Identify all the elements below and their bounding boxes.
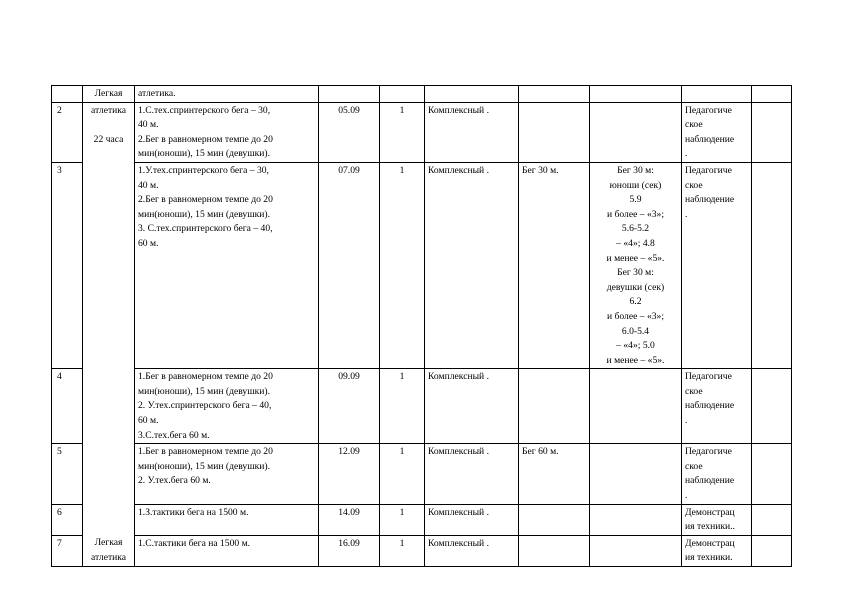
cell-hours: 1 xyxy=(380,102,425,162)
cell-section xyxy=(83,444,135,504)
topic-line: 3. С.тех.спринтерского бега – 40, xyxy=(138,223,273,235)
section-line: атлетика xyxy=(90,551,127,563)
cell-control xyxy=(519,86,590,103)
topic-line: 1.У.тех.спринтерского бега – 30, xyxy=(138,164,269,176)
lesson-plan-table xyxy=(51,85,792,567)
cell-extra xyxy=(752,86,792,103)
topic-line: мин(юноши), 15 мин (девушки). xyxy=(138,148,270,160)
cell-norms xyxy=(590,444,682,504)
cell-control xyxy=(519,535,590,566)
assessment-line: . xyxy=(685,490,688,502)
undefined: – «4»; 4.8 xyxy=(616,237,655,249)
cell-extra xyxy=(752,369,792,444)
cell-control xyxy=(519,102,590,162)
topic-line: 1.Бег в равномерном темпе до 20 xyxy=(138,371,273,383)
table-row xyxy=(52,444,792,504)
cell-norms xyxy=(590,535,682,566)
assessment-line: . xyxy=(685,208,688,220)
assessment-line: ия техники.. xyxy=(685,521,735,533)
cell-date: 07.09 xyxy=(319,162,380,368)
topic-line: 1.С.тактики бега на 1500 м. xyxy=(138,537,251,549)
undefined: – «4»; 5.0 xyxy=(616,340,655,352)
cell-lesson-type xyxy=(425,86,519,103)
cell-norms xyxy=(590,86,682,103)
cell-section xyxy=(83,369,135,444)
topic-line: 2. У.тех.бега 60 м. xyxy=(138,475,211,487)
cell-assessment xyxy=(682,535,752,566)
cell-extra xyxy=(752,444,792,504)
cell-num xyxy=(52,86,83,103)
topic-line: 2.Бег в равномерном темпе до 20 xyxy=(138,133,273,145)
cell-hours: 1 xyxy=(380,162,425,368)
topic-line: 3.С.тех.бега 60 м. xyxy=(138,429,210,441)
table-row xyxy=(52,535,792,566)
undefined: девушки (сек) xyxy=(606,281,665,293)
topic-line: 60 м. xyxy=(138,415,159,427)
cell-num: 4 xyxy=(52,369,83,444)
undefined: 6.0-5.4 xyxy=(621,325,650,337)
table-row xyxy=(52,162,792,368)
cell-num: 3 xyxy=(52,162,83,368)
cell-hours: 1 xyxy=(380,444,425,504)
section-line: атлетика xyxy=(90,104,127,116)
assessment-line: наблюдение xyxy=(685,194,735,206)
cell-section xyxy=(83,162,135,368)
table-row xyxy=(52,369,792,444)
cell-lesson-type: Комплексный . xyxy=(425,504,519,535)
cell-num: 5 xyxy=(52,444,83,504)
cell-extra xyxy=(752,162,792,368)
cell-extra xyxy=(752,535,792,566)
cell-topic xyxy=(135,162,319,368)
assessment-line: Педагогиче xyxy=(685,446,732,458)
topic-line: мин(юноши), 15 мин (девушки). xyxy=(138,385,270,397)
section-line xyxy=(86,118,131,133)
assessment-line: ское xyxy=(685,179,703,191)
cell-topic xyxy=(135,102,319,162)
cell-section: Легкая xyxy=(83,86,135,103)
assessment-line: Демонстрац xyxy=(685,506,735,518)
undefined: и более – «3»; xyxy=(606,310,665,322)
cell-topic xyxy=(135,369,319,444)
cell-section xyxy=(83,102,135,162)
topic-line: 1.Бег в равномерном темпе до 20 xyxy=(138,446,273,458)
undefined: и менее – «5». xyxy=(606,252,665,264)
assessment-line: наблюдение xyxy=(685,475,735,487)
undefined: юноши (сек) xyxy=(609,179,662,191)
cell-lesson-type: Комплексный . xyxy=(425,444,519,504)
assessment-line: . xyxy=(685,415,688,427)
topic-line: 2.Бег в равномерном темпе до 20 xyxy=(138,194,273,206)
cell-control: Бег 60 м. xyxy=(519,444,590,504)
assessment-line: наблюдение xyxy=(685,133,735,145)
cell-lesson-type: Комплексный . xyxy=(425,535,519,566)
cell-topic xyxy=(135,444,319,504)
undefined: Бег 30 м: xyxy=(617,267,654,279)
cell-num: 2 xyxy=(52,102,83,162)
cell-topic xyxy=(135,535,319,566)
cell-hours: 1 xyxy=(380,504,425,535)
document-page xyxy=(51,85,791,564)
cell-assessment xyxy=(682,444,752,504)
assessment-line: Педагогиче xyxy=(685,164,732,176)
cell-num: 7 xyxy=(52,535,83,566)
cell-control xyxy=(519,504,590,535)
cell-norms xyxy=(590,504,682,535)
topic-line: 60 м. xyxy=(138,237,159,249)
cell-hours: 1 xyxy=(380,369,425,444)
cell-section xyxy=(83,504,135,535)
cell-lesson-type: Комплексный . xyxy=(425,162,519,368)
undefined: Бег 30 м: xyxy=(617,164,654,176)
assessment-line: ское xyxy=(685,119,703,131)
cell-norms xyxy=(590,369,682,444)
assessment-line: Педагогиче xyxy=(685,104,732,116)
cell-lesson-type: Комплексный . xyxy=(425,102,519,162)
table-row xyxy=(52,102,792,162)
table-row xyxy=(52,86,792,103)
cell-topic: атлетика. xyxy=(135,86,319,103)
undefined: 5.6-5.2 xyxy=(621,223,650,235)
table-row xyxy=(52,504,792,535)
cell-date: 14.09 xyxy=(319,504,380,535)
cell-hours: 1 xyxy=(380,535,425,566)
undefined: и менее – «5». xyxy=(606,354,665,366)
cell-date: 12.09 xyxy=(319,444,380,504)
undefined: и более – «3»; xyxy=(606,208,665,220)
topic-line: 40 м. xyxy=(138,179,159,191)
cell-norms xyxy=(590,102,682,162)
assessment-line: Демонстрац xyxy=(685,537,735,549)
cell-assessment xyxy=(682,162,752,368)
cell-assessment xyxy=(682,369,752,444)
topic-line: 40 м. xyxy=(138,119,159,131)
cell-date: 16.09 xyxy=(319,535,380,566)
cell-assessment xyxy=(682,86,752,103)
topic-line: 2. У.тех.спринтерского бега – 40, xyxy=(138,400,272,412)
cell-assessment xyxy=(682,102,752,162)
cell-topic xyxy=(135,504,319,535)
cell-extra xyxy=(752,102,792,162)
topic-line: мин(юноши), 15 мин (девушки). xyxy=(138,460,270,472)
cell-extra xyxy=(752,504,792,535)
cell-hours xyxy=(380,86,425,103)
assessment-line: ия техники. xyxy=(685,552,733,564)
assessment-line: ское xyxy=(685,460,703,472)
cell-control: Бег 30 м. xyxy=(519,162,590,368)
cell-date xyxy=(319,86,380,103)
cell-assessment xyxy=(682,504,752,535)
cell-num: 6 xyxy=(52,504,83,535)
topic-line: 1.З.тактики бега на 1500 м. xyxy=(138,506,249,518)
cell-date: 09.09 xyxy=(319,369,380,444)
topic-line: 1.С.тех.спринтерского бега – 30, xyxy=(138,104,271,116)
undefined: 6.2 xyxy=(629,296,642,308)
topic-line: мин(юноши), 15 мин (девушки). xyxy=(138,208,270,220)
assessment-line: ское xyxy=(685,385,703,397)
cell-section xyxy=(83,535,135,566)
cell-date: 05.09 xyxy=(319,102,380,162)
cell-control xyxy=(519,369,590,444)
assessment-line: наблюдение xyxy=(685,400,735,412)
cell-lesson-type: Комплексный . xyxy=(425,369,519,444)
undefined: 5.9 xyxy=(629,194,642,206)
assessment-line: . xyxy=(685,148,688,160)
section-line: Легкая xyxy=(94,537,123,549)
cell-norms xyxy=(590,162,682,368)
assessment-line: Педагогиче xyxy=(685,371,732,383)
section-line: 22 часа xyxy=(93,133,124,145)
